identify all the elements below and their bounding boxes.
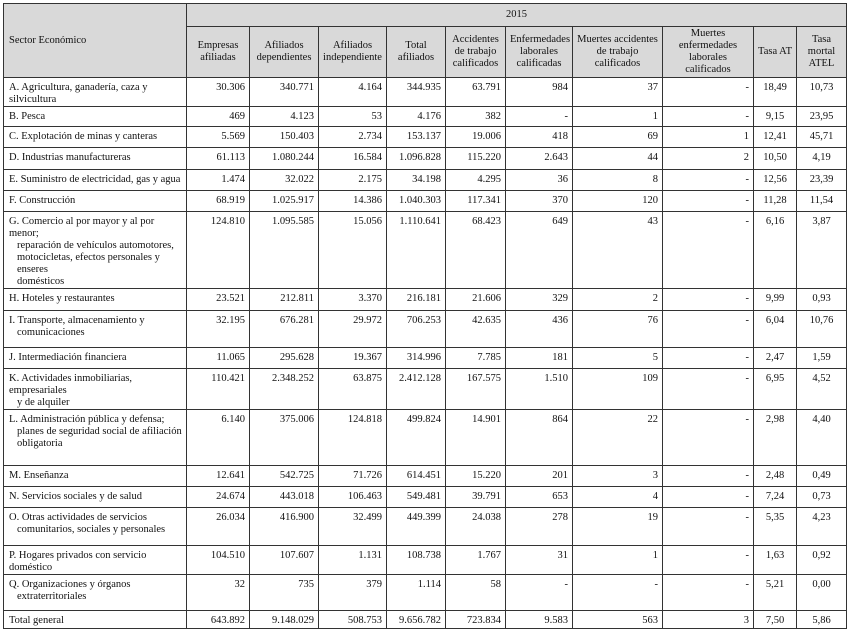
cell-afiliados-independiente: 2.734 [319,127,387,148]
cell-muertes-enfermedades: 2 [663,148,754,170]
cell-muertes-accidentes: 1 [573,107,663,127]
cell-total-afiliados: 1.110.641 [387,212,446,289]
cell-enfermedades-laborales: 649 [506,212,573,289]
cell-accidentes-trabajo: 115.220 [446,148,506,170]
sector-label-line: E. Suministro de electricidad, gas y agua [9,174,181,185]
cell-tasa-at: 2,98 [754,410,797,466]
column-header-tasa-at: Tasa AT [754,27,797,78]
cell-muertes-enfermedades: - [663,348,754,369]
sector-cell [4,410,187,466]
cell-empresas-afiliadas: 124.810 [187,212,250,289]
column-header-muertes-accidentes: Muertes accidentes de trabajo calificados [573,27,663,78]
sector-header: Sector Económico [4,4,187,78]
cell-total-afiliados: 4.176 [387,107,446,127]
cell-afiliados-dependientes: 9.148.029 [250,611,319,629]
cell-enfermedades-laborales: 181 [506,348,573,369]
table-row [4,369,847,410]
sector-label-line: motocicletas, efectos personales y enseres [17,252,160,275]
cell-total-afiliados: 1.040.303 [387,191,446,212]
cell-muertes-enfermedades: - [663,311,754,348]
cell-tasa-mortal-atel: 5,86 [797,611,847,629]
cell-empresas-afiliadas: 1.474 [187,170,250,191]
cell-muertes-enfermedades: - [663,212,754,289]
cell-afiliados-dependientes: 1.025.917 [250,191,319,212]
cell-afiliados-dependientes: 295.628 [250,348,319,369]
sector-label-line: C. Explotación de minas y canteras [9,131,158,142]
cell-afiliados-dependientes: 1.095.585 [250,212,319,289]
cell-enfermedades-laborales: - [506,575,573,611]
sector-label-line: domésticos [17,276,65,287]
cell-tasa-mortal-atel: 45,71 [797,127,847,148]
cell-afiliados-dependientes: 416.900 [250,508,319,546]
sector-cell [4,575,187,611]
sector-cell [4,289,187,311]
sector-cell [4,148,187,170]
cell-muertes-enfermedades: - [663,466,754,487]
cell-enfermedades-laborales: 370 [506,191,573,212]
cell-tasa-mortal-atel: 0,00 [797,575,847,611]
cell-muertes-enfermedades: - [663,289,754,311]
cell-enfermedades-laborales: 436 [506,311,573,348]
cell-afiliados-independiente: 106.463 [319,487,387,508]
cell-accidentes-trabajo: 68.423 [446,212,506,289]
sector-label-line: L. Administración pública y defensa; [9,414,165,425]
cell-muertes-enfermedades: - [663,508,754,546]
sector-label-line: M. Enseñanza [9,470,69,481]
cell-muertes-enfermedades: 3 [663,611,754,629]
column-header-afiliados-independiente: Afiliados independiente [319,27,387,78]
cell-muertes-enfermedades: - [663,369,754,410]
column-header-total-afiliados: Total afiliados [387,27,446,78]
sector-label-line: O. Otras actividades de servicios [9,512,147,523]
sector-cell [4,487,187,508]
cell-total-afiliados: 344.935 [387,78,446,107]
cell-muertes-accidentes: 2 [573,289,663,311]
cell-afiliados-dependientes: 32.022 [250,170,319,191]
table-row [4,148,847,170]
sector-label-line: comunitarios, sociales y personales [17,524,166,535]
table-row [4,212,847,289]
cell-empresas-afiliadas: 6.140 [187,410,250,466]
cell-empresas-afiliadas: 110.421 [187,369,250,410]
sector-label-line: Q. Organizaciones y órganos [9,579,131,590]
cell-tasa-mortal-atel: 3,87 [797,212,847,289]
cell-empresas-afiliadas: 11.065 [187,348,250,369]
cell-empresas-afiliadas: 68.919 [187,191,250,212]
sector-label-line: comunicaciones [17,327,85,338]
cell-tasa-mortal-atel: 10,73 [797,78,847,107]
cell-muertes-accidentes: 3 [573,466,663,487]
cell-muertes-accidentes: 109 [573,369,663,410]
sector-cell [4,546,187,575]
table-row [4,311,847,348]
table-row [4,487,847,508]
cell-enfermedades-laborales: - [506,107,573,127]
sector-cell [4,191,187,212]
cell-accidentes-trabajo: 24.038 [446,508,506,546]
column-header-tasa-mortal-atel: Tasa mortal ATEL [797,27,847,78]
cell-total-afiliados: 153.137 [387,127,446,148]
cell-enfermedades-laborales: 31 [506,546,573,575]
cell-total-afiliados: 449.399 [387,508,446,546]
cell-muertes-enfermedades: - [663,170,754,191]
cell-muertes-accidentes: 8 [573,170,663,191]
cell-accidentes-trabajo: 723.834 [446,611,506,629]
cell-enfermedades-laborales: 36 [506,170,573,191]
cell-tasa-mortal-atel: 10,76 [797,311,847,348]
sector-label-line: extraterritoriales [17,591,87,602]
cell-tasa-at: 10,50 [754,148,797,170]
cell-tasa-mortal-atel: 1,59 [797,348,847,369]
cell-tasa-mortal-atel: 0,73 [797,487,847,508]
cell-afiliados-dependientes: 375.006 [250,410,319,466]
sector-accident-table [3,3,847,629]
sector-cell [4,107,187,127]
cell-afiliados-dependientes: 150.403 [250,127,319,148]
table-row [4,575,847,611]
cell-muertes-enfermedades: 1 [663,127,754,148]
cell-tasa-at: 2,48 [754,466,797,487]
cell-enfermedades-laborales: 1.510 [506,369,573,410]
column-header-accidentes-trabajo: Accidentes de trabajo calificados [446,27,506,78]
cell-enfermedades-laborales: 278 [506,508,573,546]
cell-afiliados-dependientes: 676.281 [250,311,319,348]
cell-muertes-accidentes: 22 [573,410,663,466]
cell-enfermedades-laborales: 864 [506,410,573,466]
cell-tasa-at: 12,56 [754,170,797,191]
cell-enfermedades-laborales: 984 [506,78,573,107]
table-row [4,546,847,575]
cell-empresas-afiliadas: 5.569 [187,127,250,148]
sector-cell [4,311,187,348]
cell-total-afiliados: 549.481 [387,487,446,508]
table-row [4,107,847,127]
sector-label-line: J. Intermediación financiera [9,352,127,363]
cell-tasa-at: 9,15 [754,107,797,127]
cell-enfermedades-laborales: 201 [506,466,573,487]
cell-tasa-mortal-atel: 4,40 [797,410,847,466]
cell-tasa-at: 5,21 [754,575,797,611]
table-row [4,170,847,191]
cell-muertes-accidentes: 1 [573,546,663,575]
cell-afiliados-independiente: 3.370 [319,289,387,311]
cell-total-afiliados: 499.824 [387,410,446,466]
cell-afiliados-dependientes: 2.348.252 [250,369,319,410]
table-row [4,78,847,107]
column-header-muertes-enfermedades: Muertes enfermedades laborales calificados [663,27,754,78]
cell-muertes-accidentes: 5 [573,348,663,369]
column-header-empresas-afiliadas: Empresas afiliadas [187,27,250,78]
cell-afiliados-dependientes: 735 [250,575,319,611]
sector-label-line: planes de seguridad social de afiliación [17,426,182,437]
table-row [4,289,847,311]
sector-label-line: I. Transporte, almacenamiento y [9,315,145,326]
cell-empresas-afiliadas: 643.892 [187,611,250,629]
cell-afiliados-independiente: 71.726 [319,466,387,487]
table-row [4,348,847,369]
cell-afiliados-independiente: 32.499 [319,508,387,546]
cell-accidentes-trabajo: 382 [446,107,506,127]
cell-afiliados-independiente: 15.056 [319,212,387,289]
cell-total-afiliados: 314.996 [387,348,446,369]
cell-tasa-mortal-atel: 23,39 [797,170,847,191]
cell-total-afiliados: 216.181 [387,289,446,311]
cell-muertes-accidentes: 563 [573,611,663,629]
cell-tasa-mortal-atel: 4,19 [797,148,847,170]
cell-total-afiliados: 1.114 [387,575,446,611]
cell-accidentes-trabajo: 117.341 [446,191,506,212]
sector-cell [4,212,187,289]
sector-label-line: D. Industrias manufactureras [9,152,131,163]
sector-label-line: reparación de vehículos automotores, [17,240,174,251]
cell-afiliados-independiente: 4.164 [319,78,387,107]
cell-empresas-afiliadas: 23.521 [187,289,250,311]
sector-label-line: B. Pesca [9,111,46,122]
cell-enfermedades-laborales: 653 [506,487,573,508]
sector-label-line: P. Hogares privados con servicio doméstico [9,550,147,573]
cell-total-afiliados: 2.412.128 [387,369,446,410]
cell-muertes-enfermedades: - [663,191,754,212]
cell-tasa-at: 6,95 [754,369,797,410]
sector-label-line: Total general [9,615,64,626]
cell-afiliados-independiente: 2.175 [319,170,387,191]
table-row [4,127,847,148]
cell-afiliados-independiente: 16.584 [319,148,387,170]
cell-tasa-mortal-atel: 0,92 [797,546,847,575]
cell-muertes-accidentes: 44 [573,148,663,170]
cell-afiliados-dependientes: 542.725 [250,466,319,487]
cell-empresas-afiliadas: 32 [187,575,250,611]
cell-afiliados-independiente: 29.972 [319,311,387,348]
sector-cell [4,348,187,369]
cell-afiliados-independiente: 1.131 [319,546,387,575]
cell-tasa-at: 2,47 [754,348,797,369]
cell-accidentes-trabajo: 19.006 [446,127,506,148]
table-row [4,410,847,466]
cell-tasa-at: 5,35 [754,508,797,546]
cell-enfermedades-laborales: 418 [506,127,573,148]
cell-tasa-at: 12,41 [754,127,797,148]
sector-cell [4,369,187,410]
sector-cell [4,78,187,107]
cell-empresas-afiliadas: 469 [187,107,250,127]
cell-empresas-afiliadas: 26.034 [187,508,250,546]
sector-label-line: obligatoria [17,438,63,449]
cell-total-afiliados: 706.253 [387,311,446,348]
cell-muertes-accidentes: 37 [573,78,663,107]
cell-enfermedades-laborales: 9.583 [506,611,573,629]
cell-empresas-afiliadas: 12.641 [187,466,250,487]
cell-muertes-accidentes: 43 [573,212,663,289]
cell-afiliados-independiente: 19.367 [319,348,387,369]
sector-label-line: y de alquiler [17,397,70,408]
cell-afiliados-independiente: 379 [319,575,387,611]
year-header: 2015 [187,4,847,27]
cell-empresas-afiliadas: 61.113 [187,148,250,170]
cell-muertes-accidentes: - [573,575,663,611]
cell-muertes-enfermedades: - [663,487,754,508]
sector-label-line: K. Actividades inmobiliarias, empresariales [9,373,133,396]
cell-accidentes-trabajo: 14.901 [446,410,506,466]
cell-accidentes-trabajo: 15.220 [446,466,506,487]
cell-tasa-mortal-atel: 4,23 [797,508,847,546]
sector-label-line: G. Comercio al por mayor y al por menor; [9,216,155,239]
cell-tasa-at: 6,04 [754,311,797,348]
cell-muertes-enfermedades: - [663,78,754,107]
sector-cell [4,466,187,487]
cell-muertes-accidentes: 69 [573,127,663,148]
cell-total-afiliados: 1.096.828 [387,148,446,170]
cell-accidentes-trabajo: 7.785 [446,348,506,369]
cell-tasa-at: 1,63 [754,546,797,575]
cell-accidentes-trabajo: 63.791 [446,78,506,107]
cell-tasa-at: 9,99 [754,289,797,311]
cell-enfermedades-laborales: 2.643 [506,148,573,170]
cell-muertes-enfermedades: - [663,107,754,127]
cell-accidentes-trabajo: 39.791 [446,487,506,508]
cell-tasa-mortal-atel: 0,49 [797,466,847,487]
sector-cell [4,508,187,546]
column-header-enfermedades-laborales: Enfermedades laborales calificadas [506,27,573,78]
cell-afiliados-dependientes: 443.018 [250,487,319,508]
cell-tasa-mortal-atel: 23,95 [797,107,847,127]
cell-accidentes-trabajo: 167.575 [446,369,506,410]
column-header-afiliados-dependientes: Afiliados dependientes [250,27,319,78]
table-row [4,191,847,212]
cell-tasa-at: 6,16 [754,212,797,289]
cell-enfermedades-laborales: 329 [506,289,573,311]
cell-accidentes-trabajo: 58 [446,575,506,611]
sector-label-line: F. Construcción [9,195,76,206]
cell-tasa-at: 7,50 [754,611,797,629]
cell-afiliados-dependientes: 4.123 [250,107,319,127]
cell-muertes-enfermedades: - [663,546,754,575]
cell-afiliados-independiente: 124.818 [319,410,387,466]
cell-tasa-at: 18,49 [754,78,797,107]
sector-cell [4,170,187,191]
cell-accidentes-trabajo: 4.295 [446,170,506,191]
cell-muertes-accidentes: 4 [573,487,663,508]
cell-empresas-afiliadas: 24.674 [187,487,250,508]
cell-total-afiliados: 108.738 [387,546,446,575]
cell-empresas-afiliadas: 104.510 [187,546,250,575]
cell-muertes-enfermedades: - [663,410,754,466]
sector-label-line: A. Agricultura, ganadería, caza y silvicultura [9,82,148,105]
sector-cell [4,611,187,629]
cell-tasa-mortal-atel: 11,54 [797,191,847,212]
cell-muertes-accidentes: 19 [573,508,663,546]
cell-accidentes-trabajo: 21.606 [446,289,506,311]
cell-tasa-mortal-atel: 0,93 [797,289,847,311]
cell-afiliados-independiente: 53 [319,107,387,127]
cell-afiliados-independiente: 508.753 [319,611,387,629]
cell-afiliados-dependientes: 1.080.244 [250,148,319,170]
cell-tasa-at: 11,28 [754,191,797,212]
cell-total-afiliados: 9.656.782 [387,611,446,629]
cell-afiliados-dependientes: 107.607 [250,546,319,575]
cell-afiliados-dependientes: 340.771 [250,78,319,107]
cell-muertes-accidentes: 120 [573,191,663,212]
total-row [4,611,847,629]
cell-afiliados-independiente: 63.875 [319,369,387,410]
cell-afiliados-independiente: 14.386 [319,191,387,212]
cell-accidentes-trabajo: 1.767 [446,546,506,575]
cell-tasa-mortal-atel: 4,52 [797,369,847,410]
sector-label-line: N. Servicios sociales y de salud [9,491,142,502]
cell-muertes-accidentes: 76 [573,311,663,348]
cell-total-afiliados: 614.451 [387,466,446,487]
sector-cell [4,127,187,148]
cell-empresas-afiliadas: 30.306 [187,78,250,107]
table-row [4,508,847,546]
cell-muertes-enfermedades: - [663,575,754,611]
cell-empresas-afiliadas: 32.195 [187,311,250,348]
cell-tasa-at: 7,24 [754,487,797,508]
cell-accidentes-trabajo: 42.635 [446,311,506,348]
cell-total-afiliados: 34.198 [387,170,446,191]
cell-afiliados-dependientes: 212.811 [250,289,319,311]
sector-label-line: H. Hoteles y restaurantes [9,293,115,304]
table-row [4,466,847,487]
